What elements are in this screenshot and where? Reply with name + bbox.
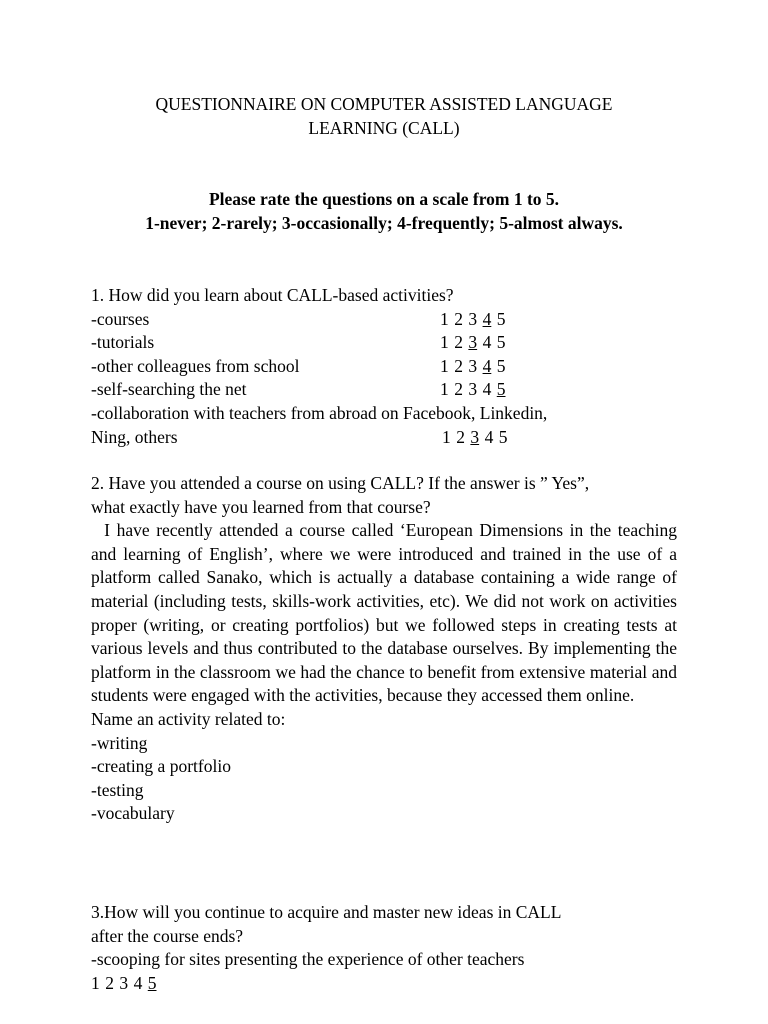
rating-row bbox=[91, 355, 681, 379]
rating-option-4: 4 bbox=[482, 308, 492, 329]
question-1-label: 1. How did you learn about CALL-based activities? bbox=[91, 285, 454, 305]
rating-option-4: 4 bbox=[482, 355, 492, 376]
collab-rating-scale bbox=[442, 426, 513, 450]
question-3-rating-row bbox=[91, 972, 677, 996]
rating-row-label: -tutorials bbox=[91, 332, 155, 353]
question-2-line-1: 2. Have you attended a course on using CALL? If the answer is ” Yes”, bbox=[91, 473, 590, 493]
rating-option-1: 1 bbox=[440, 355, 449, 376]
activity-item: -vocabulary bbox=[91, 803, 175, 824]
rating-row-label: -self-searching the net bbox=[91, 379, 247, 400]
rating-scale bbox=[440, 355, 511, 379]
question-2 bbox=[91, 472, 677, 826]
activity-list bbox=[91, 732, 677, 826]
rating-row-label: -courses bbox=[91, 308, 150, 329]
rating-option-5: 5 bbox=[496, 332, 506, 353]
rating-option-4: 4 bbox=[482, 379, 492, 400]
collab-line-2 bbox=[91, 426, 681, 450]
rating-option-1: 1 bbox=[440, 308, 449, 329]
question-1-items bbox=[91, 308, 681, 402]
question-2-answer bbox=[91, 519, 677, 708]
rating-row-label: -other colleagues from school bbox=[91, 355, 300, 376]
rating-option-4: 4 bbox=[484, 426, 494, 447]
rating-option-3: 3 bbox=[119, 972, 129, 993]
rating-option-2: 2 bbox=[105, 972, 114, 993]
rating-option-3: 3 bbox=[468, 355, 478, 376]
collab-line-1 bbox=[91, 402, 681, 426]
answer-text: I have recently attended a course called ‘European Dimensions in the teaching and learning of English’, where we were introduced and trained in the use of a platform called Sanako, which is actually a database containing a wide range of material (including tests, skills-work activities, etc). We did not work on activities proper (writing, or creating portfolios) but we followed steps in creating tests at various levels and thus contributed to the database ourselves. By implementing the platform in the classroom we had the chance to benefit from extensive material and students were engaged with the activities, because they accessed them online. bbox=[91, 520, 678, 706]
document-title bbox=[0, 92, 768, 140]
rating-option-2: 2 bbox=[454, 355, 463, 376]
rating-option-5: 5 bbox=[496, 355, 506, 376]
question-1 bbox=[91, 284, 681, 449]
rating-option-2: 2 bbox=[456, 426, 465, 447]
question-2-line-2: what exactly have you learned from that course? bbox=[91, 496, 431, 517]
rating-scale bbox=[440, 331, 511, 355]
name-activity-label: Name an activity related to: bbox=[91, 708, 286, 729]
question-3-line-2: after the course ends? bbox=[91, 925, 244, 946]
rating-option-2: 2 bbox=[454, 379, 463, 400]
question-3-rating-scale bbox=[91, 973, 162, 993]
rating-instructions bbox=[0, 187, 768, 235]
question-1-text bbox=[91, 284, 681, 308]
rating-option-3: 3 bbox=[468, 379, 478, 400]
rating-option-1: 1 bbox=[440, 379, 449, 400]
activity-item: -testing bbox=[91, 779, 144, 800]
rating-option-5: 5 bbox=[496, 308, 506, 329]
rating-scale bbox=[440, 308, 511, 332]
rating-option-3: 3 bbox=[470, 426, 480, 447]
rating-option-4: 4 bbox=[482, 332, 492, 353]
rating-option-1: 1 bbox=[442, 426, 451, 447]
rating-row bbox=[91, 308, 681, 332]
instructions-line-1: Please rate the questions on a scale from 1 to 5. bbox=[208, 189, 560, 209]
collab-label-1: -collaboration with teachers from abroad on Facebook, Linkedin, bbox=[91, 402, 548, 423]
activity-item: -creating a portfolio bbox=[91, 756, 231, 777]
rating-option-2: 2 bbox=[454, 308, 463, 329]
rating-option-5: 5 bbox=[498, 426, 508, 447]
rating-row bbox=[91, 331, 681, 355]
rating-option-5: 5 bbox=[147, 972, 157, 993]
activity-item: -writing bbox=[91, 732, 148, 753]
instructions-line-2: 1-never; 2-rarely; 3-occasionally; 4-frequently; 5-almost always. bbox=[145, 213, 623, 233]
rating-option-3: 3 bbox=[468, 308, 478, 329]
rating-option-1: 1 bbox=[440, 332, 449, 353]
rating-option-3: 3 bbox=[468, 332, 478, 353]
rating-row bbox=[91, 378, 681, 402]
question-3-item: -scooping for sites presenting the experience of other teachers bbox=[91, 949, 525, 970]
collab-label-2: Ning, others bbox=[91, 426, 178, 447]
rating-option-5: 5 bbox=[496, 379, 506, 400]
title-line-1: QUESTIONNAIRE ON COMPUTER ASSISTED LANGUAGE bbox=[155, 94, 613, 114]
rating-option-1: 1 bbox=[91, 972, 100, 993]
rating-option-2: 2 bbox=[454, 332, 463, 353]
question-3 bbox=[91, 901, 677, 995]
rating-option-4: 4 bbox=[133, 972, 143, 993]
question-3-line-1: 3.How will you continue to acquire and master new ideas in CALL bbox=[91, 902, 562, 922]
title-line-2: LEARNING (CALL) bbox=[308, 118, 460, 138]
rating-scale bbox=[440, 378, 511, 402]
